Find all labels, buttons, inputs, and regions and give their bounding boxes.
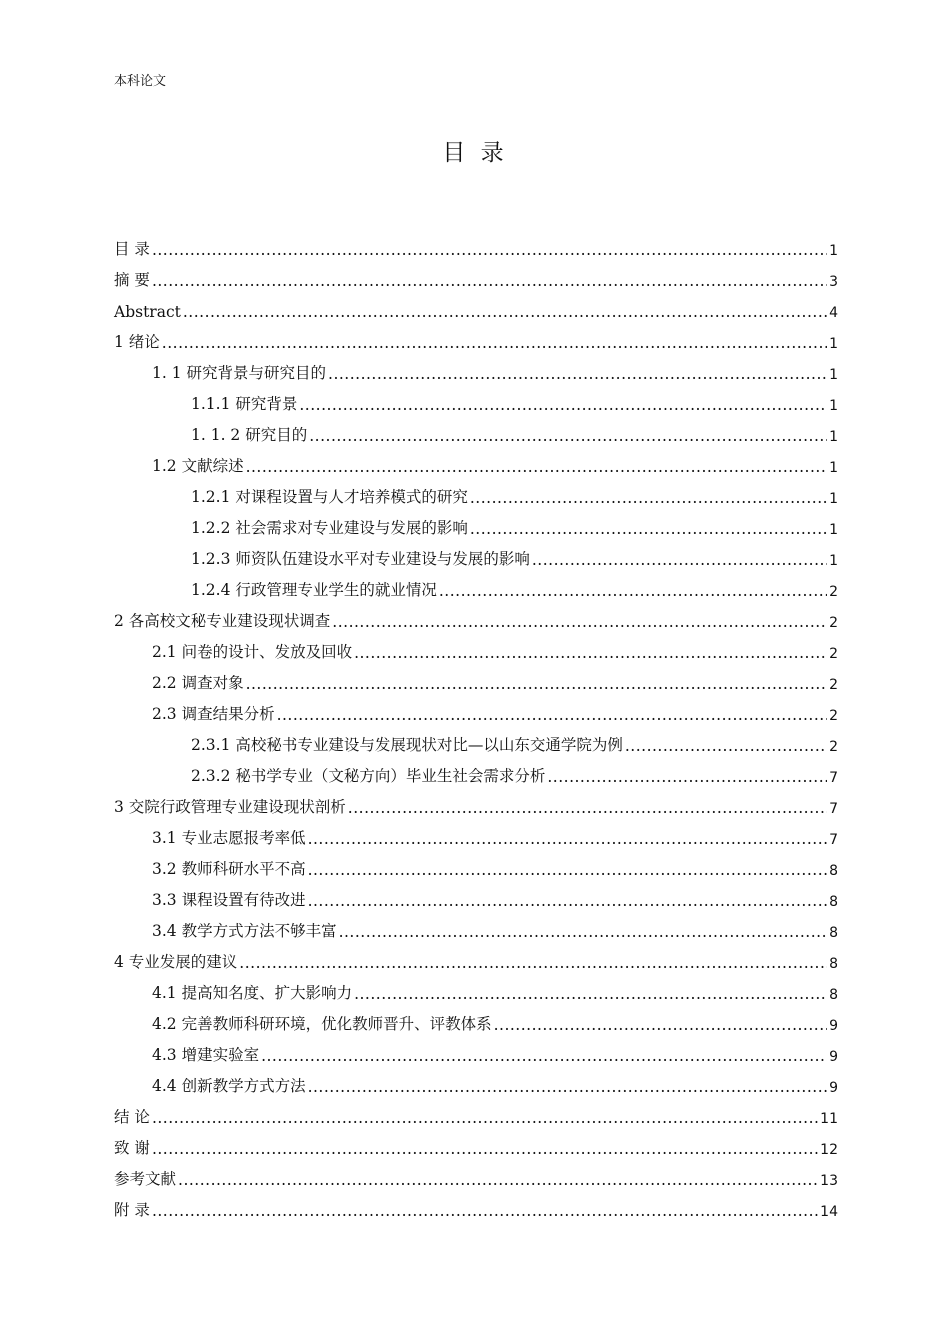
toc-entry-page: 9 — [829, 1049, 838, 1065]
toc-entry-label: 1.2.4 行政管理专业学生的就业情况 — [191, 581, 437, 599]
toc-entry[interactable] — [114, 1065, 838, 1096]
toc-entry-label: 致 谢 — [114, 1139, 150, 1157]
toc-entry-page: 9 — [829, 1018, 838, 1034]
toc-leader-dots — [547, 768, 827, 786]
toc-entry-page: 1 — [829, 491, 838, 507]
toc-entry[interactable] — [114, 941, 838, 972]
toc-entry[interactable] — [114, 1034, 838, 1065]
toc-entry[interactable] — [114, 414, 838, 445]
toc-leader-dots — [178, 1171, 818, 1189]
toc-entry-label: 2.3.2 秘书学专业（文秘方向）毕业生社会需求分析 — [191, 767, 546, 785]
toc-leader-dots — [348, 799, 827, 817]
toc-entry-label: 2 各高校文秘专业建设现状调查 — [114, 612, 331, 630]
toc-entry[interactable] — [114, 879, 838, 910]
toc-leader-dots — [152, 272, 827, 290]
toc-leader-dots — [354, 644, 827, 662]
toc-entry[interactable] — [114, 259, 838, 290]
toc-entry-label: 3.4 教学方式方法不够丰富 — [152, 922, 337, 940]
toc-entry-page: 7 — [829, 801, 838, 817]
toc-entry-page: 1 — [829, 243, 838, 259]
toc-entry[interactable] — [114, 1127, 838, 1158]
toc-entry-page: 3 — [829, 274, 838, 290]
toc-leader-dots — [439, 582, 827, 600]
toc-entry[interactable] — [114, 290, 838, 321]
toc-entry[interactable] — [114, 321, 838, 352]
toc-entry-page: 2 — [829, 739, 838, 755]
toc-leader-dots — [308, 892, 828, 910]
toc-leader-dots — [261, 1047, 827, 1065]
toc-entry-page: 7 — [829, 832, 838, 848]
toc-entry-page: 8 — [829, 925, 838, 941]
toc-entry[interactable] — [114, 662, 838, 693]
toc-leader-dots — [183, 303, 827, 321]
toc-leader-dots — [152, 1140, 818, 1158]
toc-entry[interactable] — [114, 755, 838, 786]
toc-entry-label: 3 交院行政管理专业建设现状剖析 — [114, 798, 346, 816]
toc-entry-label: 4 专业发展的建议 — [114, 953, 238, 971]
toc-entry-label: 2.2 调查对象 — [152, 674, 244, 692]
toc-entry-page: 2 — [829, 646, 838, 662]
toc-entry-page: 2 — [829, 677, 838, 693]
toc-leader-dots — [299, 396, 827, 414]
toc-entry-label: 2.1 问卷的设计、发放及回收 — [152, 643, 353, 661]
toc-entry[interactable] — [114, 476, 838, 507]
page-header: 本科论文 — [114, 74, 167, 89]
toc-leader-dots — [277, 706, 828, 724]
toc-entry[interactable] — [114, 910, 838, 941]
toc-leader-dots — [239, 954, 827, 972]
toc-leader-dots — [532, 551, 827, 569]
toc-entry-page: 7 — [829, 770, 838, 786]
toc-entry[interactable] — [114, 848, 838, 879]
toc-entry[interactable] — [114, 383, 838, 414]
toc-entry-label: 3.3 课程设置有待改进 — [152, 891, 306, 909]
toc-leader-dots — [308, 861, 828, 879]
toc-entry-label: 1.1.1 研究背景 — [191, 395, 298, 413]
toc-entry-label: 2.3.1 高校秘书专业建设与发展现状对比—以山东交通学院为例 — [191, 736, 623, 754]
toc-entry-page: 1 — [829, 429, 838, 445]
toc-entry-label: 4.3 增建实验室 — [152, 1046, 260, 1064]
toc-leader-dots — [354, 985, 827, 1003]
toc-entry-page: 1 — [829, 522, 838, 538]
toc-entry-label: 附 录 — [114, 1201, 150, 1219]
toc-entry-label: 1.2 文献综述 — [152, 457, 244, 475]
toc-entry[interactable] — [114, 445, 838, 476]
toc-entry-label: 4.1 提高知名度、扩大影响力 — [152, 984, 353, 1002]
toc-entry-page: 12 — [820, 1142, 838, 1158]
toc-entry-page: 11 — [820, 1111, 838, 1127]
toc-leader-dots — [162, 334, 827, 352]
toc-entry[interactable] — [114, 1189, 838, 1220]
toc-entry-page: 8 — [829, 863, 838, 879]
toc-entry-page: 1 — [829, 367, 838, 383]
toc-entry-label: Abstract — [114, 303, 181, 321]
toc-entry[interactable] — [114, 693, 838, 724]
toc-leader-dots — [328, 365, 827, 383]
toc-entry-page: 9 — [829, 1080, 838, 1096]
toc-entry[interactable] — [114, 228, 838, 259]
toc-entry-label: 1. 1 研究背景与研究目的 — [152, 364, 327, 382]
toc-entry[interactable] — [114, 786, 838, 817]
toc-entry[interactable] — [114, 600, 838, 631]
toc-entry-page: 14 — [820, 1204, 838, 1220]
toc-entry-page: 8 — [829, 894, 838, 910]
toc-leader-dots — [152, 241, 827, 259]
toc-leader-dots — [152, 1109, 818, 1127]
toc-leader-dots — [470, 489, 827, 507]
toc-entry-label: 3.1 专业志愿报考率低 — [152, 829, 306, 847]
toc-entry-label: 1. 1. 2 研究目的 — [191, 426, 308, 444]
toc-entry-page: 13 — [820, 1173, 838, 1189]
toc-entry-page: 8 — [829, 956, 838, 972]
toc-entry[interactable] — [114, 1096, 838, 1127]
toc-entry-page: 1 — [829, 336, 838, 352]
toc-entry-label: 1.2.2 社会需求对专业建设与发展的影响 — [191, 519, 468, 537]
toc-leader-dots — [339, 923, 828, 941]
toc-entry[interactable] — [114, 538, 838, 569]
toc-entry-page: 2 — [829, 584, 838, 600]
toc-entry-label: 4.4 创新教学方式方法 — [152, 1077, 306, 1095]
toc-entry[interactable] — [114, 817, 838, 848]
toc-leader-dots — [332, 613, 827, 631]
toc-entry-page: 1 — [829, 398, 838, 414]
toc-entry[interactable] — [114, 972, 838, 1003]
toc-entry-page: 2 — [829, 708, 838, 724]
toc-leader-dots — [246, 675, 828, 693]
toc-leader-dots — [470, 520, 827, 538]
toc-entry-page: 2 — [829, 615, 838, 631]
toc-entry-label: 1.2.1 对课程设置与人才培养模式的研究 — [191, 488, 468, 506]
toc-entry-label: 结 论 — [114, 1108, 150, 1126]
toc-entry-page: 4 — [829, 305, 838, 321]
page-title: 目 录 — [442, 140, 508, 166]
toc-entry-label: 1.2.3 师资队伍建设水平对专业建设与发展的影响 — [191, 550, 530, 568]
toc-entry-label: 摘 要 — [114, 271, 150, 289]
toc-leader-dots — [494, 1016, 827, 1034]
toc-entry-label: 2.3 调查结果分析 — [152, 705, 275, 723]
toc-entry-label: 4.2 完善教师科研环境，优化教师晋升、评教体系 — [152, 1015, 492, 1033]
toc-leader-dots — [246, 458, 828, 476]
toc-entry-page: 1 — [829, 553, 838, 569]
toc-entry[interactable] — [114, 631, 838, 662]
toc-entry-label: 3.2 教师科研水平不高 — [152, 860, 306, 878]
table-of-contents — [114, 228, 838, 1220]
toc-entry[interactable] — [114, 724, 838, 755]
toc-entry-label: 参考文献 — [114, 1170, 177, 1188]
toc-entry-label: 目 录 — [114, 240, 150, 258]
toc-leader-dots — [308, 1078, 828, 1096]
toc-leader-dots — [308, 830, 828, 848]
toc-entry[interactable] — [114, 1003, 838, 1034]
toc-leader-dots — [309, 427, 827, 445]
toc-entry[interactable] — [114, 507, 838, 538]
toc-entry-label: 1 绪论 — [114, 333, 160, 351]
toc-entry[interactable] — [114, 352, 838, 383]
toc-entry-page: 8 — [829, 987, 838, 1003]
toc-entry[interactable] — [114, 569, 838, 600]
toc-entry[interactable] — [114, 1158, 838, 1189]
toc-leader-dots — [625, 737, 827, 755]
toc-leader-dots — [152, 1202, 818, 1220]
toc-entry-page: 1 — [829, 460, 838, 476]
